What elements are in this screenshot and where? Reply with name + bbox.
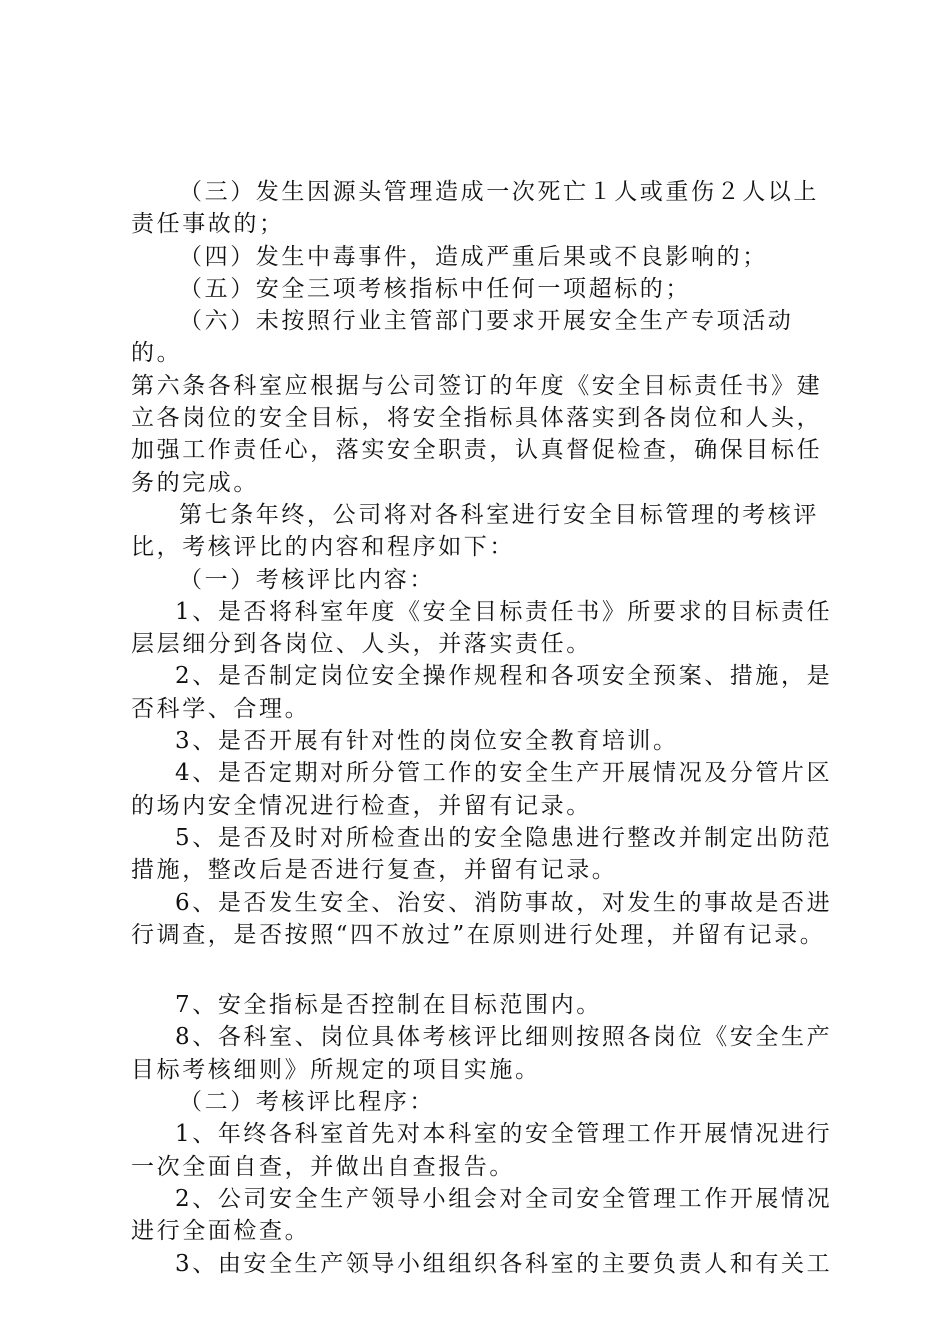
paragraph-item-3: （三）发生因源头管理造成一次死亡１人或重伤２人以上责任事故的； [131,179,819,238]
section-heading-procedure: （二）考核评比程序： [179,1089,435,1116]
paragraph-item-5: （五）安全三项考核指标中任何一项超标的； [179,275,691,302]
content-item-1: 1、是否将科室年度《安全目标责任书》所要求的目标责任层层细分到各岗位、人头，并落实责任。 [131,598,833,658]
content-item-3: 3、是否开展有针对性的岗位安全教育培训。 [175,728,679,755]
document-body [131,176,841,1280]
procedure-item-2: 2、公司安全生产领导小组会对全司安全管理工作开展情况进行全面检查。 [131,1185,833,1245]
paragraph-article-6: 第六条各科室应根据与公司签订的年度《安全目标责任书》建立各岗位的安全目标，将安全指标具体落实到各岗位和人头，加强工作责任心，落实安全职责，认真督促检查，确保目标任务的完成。 [131,372,823,496]
content-item-6: 6、是否发生安全、治安、消防事故，对发生的事故是否进行调查，是否按照“四不放过”在原则进行处理，并留有记录。 [131,889,833,948]
content-item-2: 2、是否制定岗位安全操作规程和各项安全预案、措施，是否科学、合理。 [131,663,833,722]
paragraph-item-6: （六）未按照行业主管部门要求开展安全生产专项活动的。 [131,308,794,367]
paragraph-item-4: （四）发生中毒事件，造成严重后果或不良影响的； [179,243,768,270]
content-item-7: 7、安全指标是否控制在目标范围内。 [175,992,602,1019]
procedure-item-1: 1、年终各科室首先对本科室的安全管理工作开展情况进行一次全面自查，并做出自查报告。 [131,1121,833,1180]
procedure-item-3: 3、由安全生产领导小组组织各科室的主要负责人和有关工 [175,1250,833,1277]
content-item-4: 4、是否定期对所分管工作的安全生产开展情况及分管片区的场内安全情况进行检查，并留有记录。 [131,760,833,819]
paragraph-article-7: 第七条年终，公司将对各科室进行安全目标管理的考核评比，考核评比的内容和程序如下： [131,501,819,561]
content-item-8: 8、各科室、岗位具体考核评比细则按照各岗位《安全生产目标考核细则》所规定的项目实施。 [131,1024,833,1083]
content-item-5: 5、是否及时对所检查出的安全隐患进行整改并制定出防范措施，整改后是否进行复查，并留有记录。 [131,824,833,884]
blank-line [131,951,841,989]
section-heading-content: （一）考核评比内容： [179,566,435,593]
